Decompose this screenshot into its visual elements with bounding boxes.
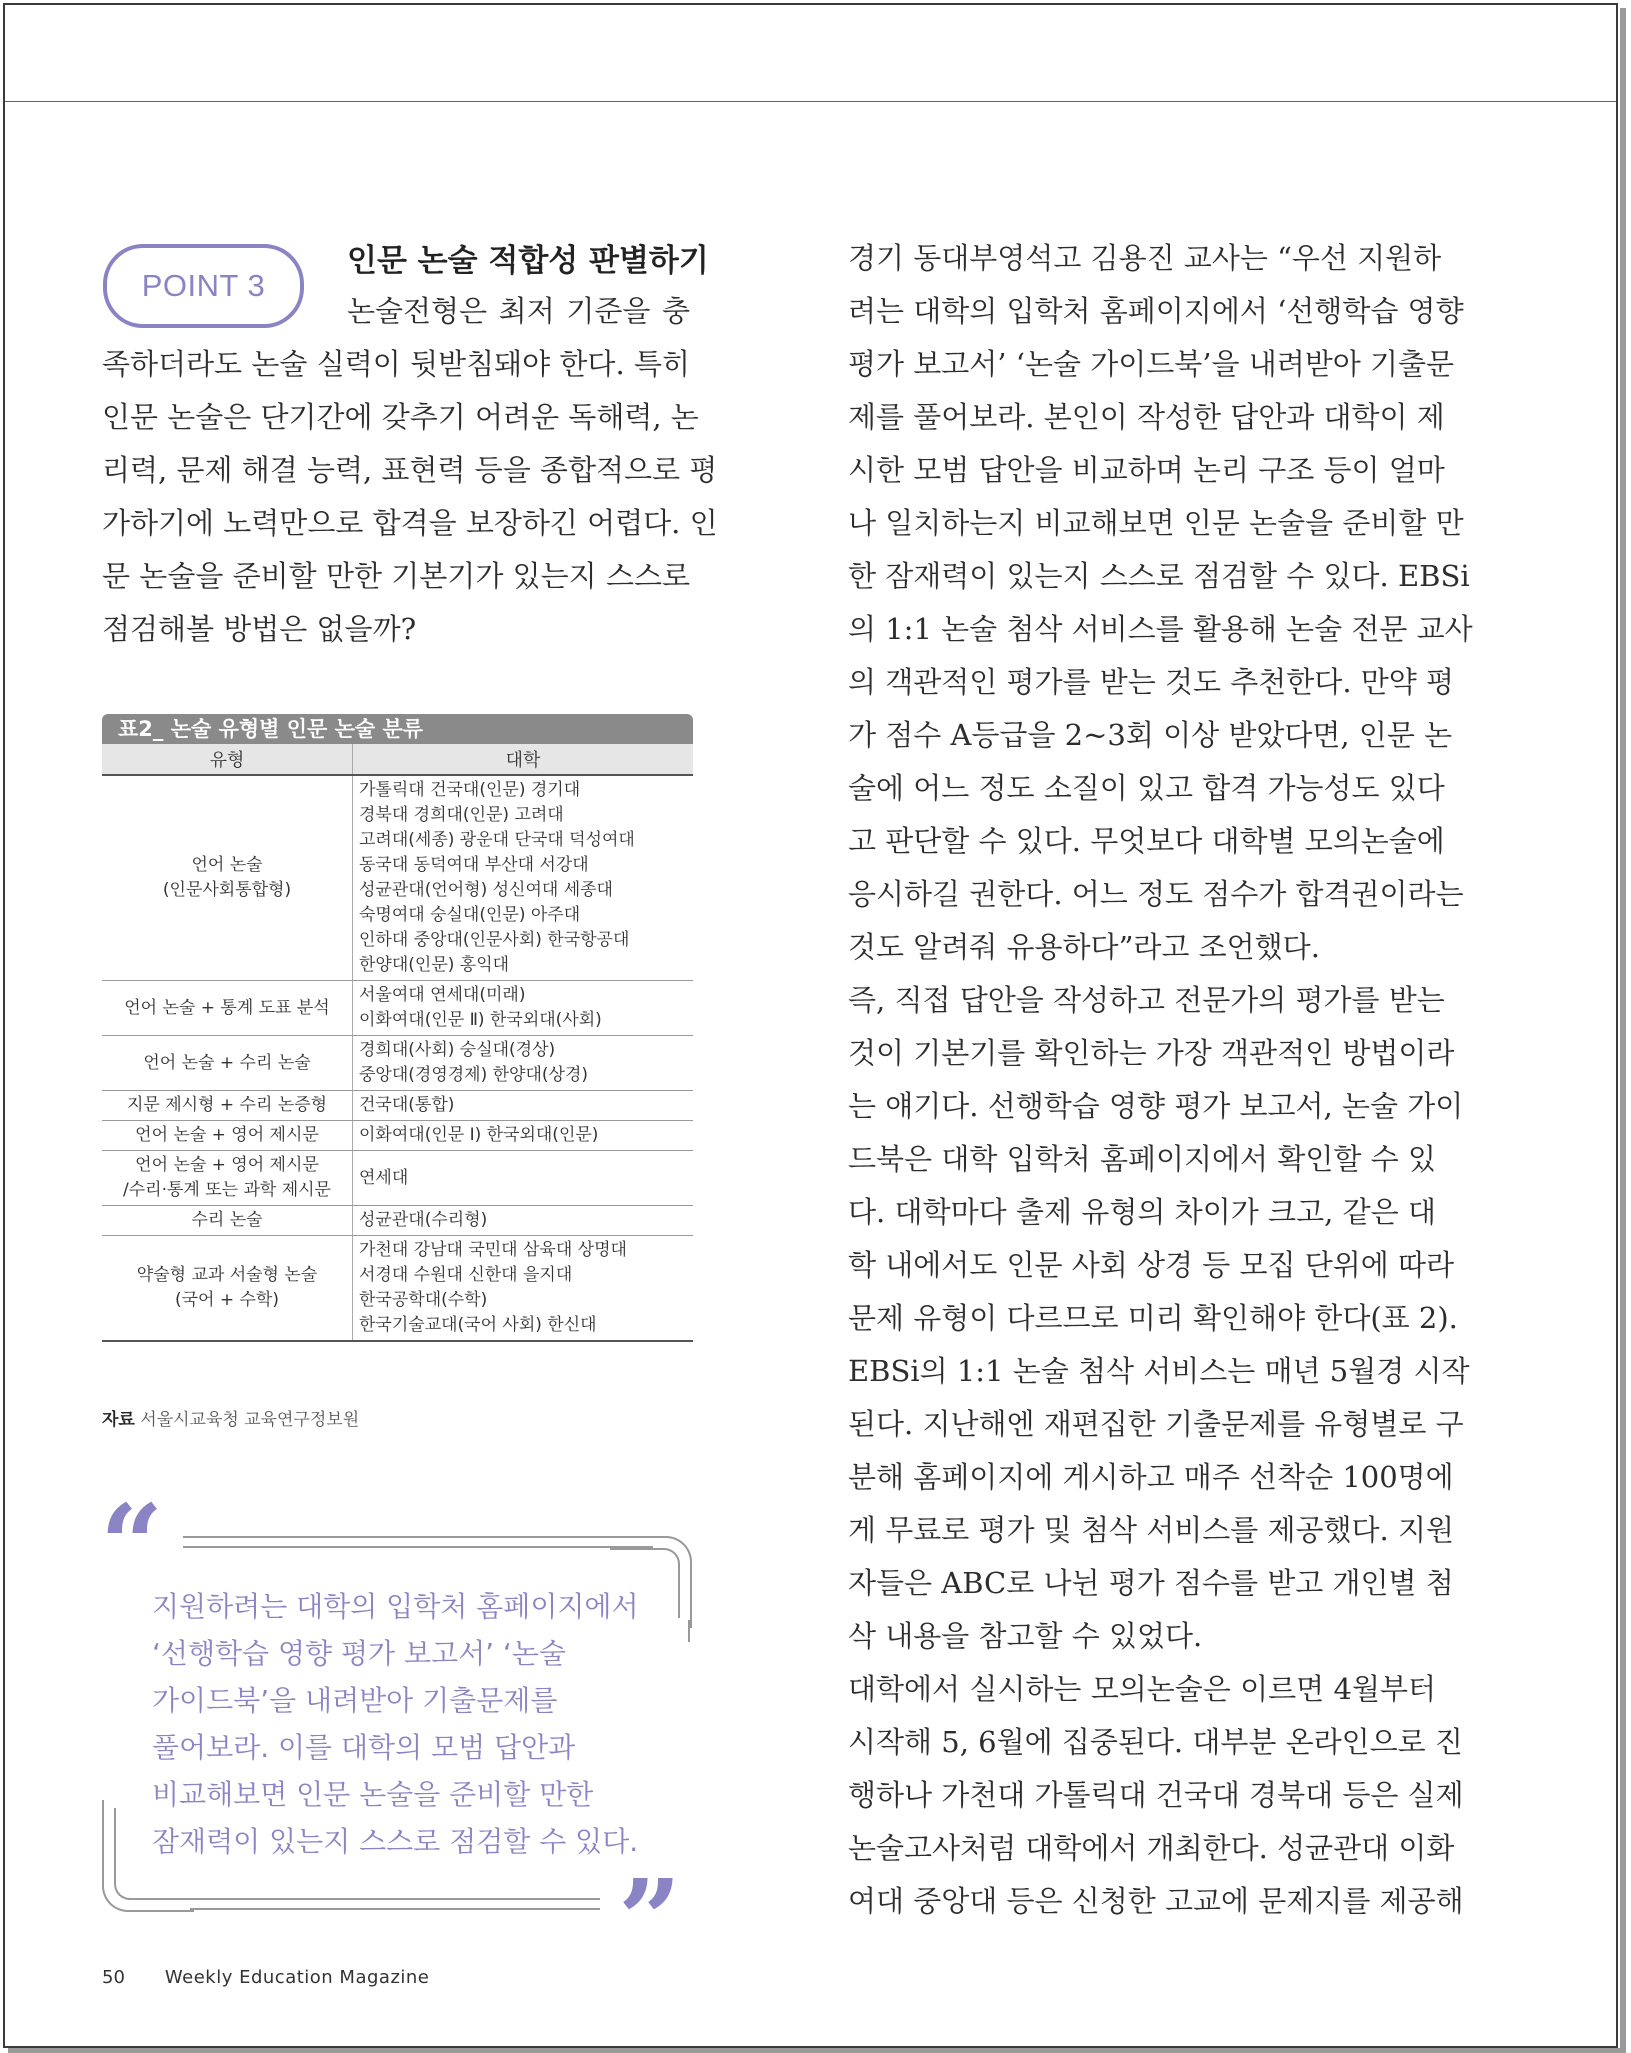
cell-line: 성균관대(수리형) [359, 1210, 488, 1230]
text-line: 것이 기본기를 확인하는 가장 객관적인 방법이라 [848, 1036, 1455, 1070]
text-line: 가 점수 A등급을 2~3회 이상 받았다면, 인문 논 [848, 718, 1453, 752]
text-line: 논술고사처럼 대학에서 개최한다. 성균관대 이화 [848, 1831, 1455, 1865]
table-title: 표2_ 논술 유형별 인문 논술 분류 [118, 717, 424, 741]
page-shadow-right [1620, 8, 1626, 2051]
page-shadow-bottom [8, 2048, 1626, 2053]
source-text: 서울시교육청 교육연구정보원 [140, 1410, 360, 1430]
cell-universities [353, 1091, 694, 1121]
page-footer [102, 1967, 429, 1988]
classification-table [102, 744, 693, 1342]
cell-line: 가천대 강남대 국민대 삼육대 상명대 [359, 1240, 627, 1260]
quote-border-bottom [190, 1898, 600, 1910]
text-line: 다. 대학마다 출제 유형의 차이가 크고, 같은 대 [848, 1195, 1436, 1229]
table-row [102, 775, 693, 981]
cell-line: 언어 논술 + 통계 도표 분석 [124, 997, 330, 1018]
text-line: 점검해볼 방법은 없을까? [102, 612, 417, 646]
cell-line: 언어 논술 + 수리 논술 [143, 1052, 311, 1073]
cell-line: 성균관대(언어형) 성신여대 세종대 [359, 880, 613, 900]
cell-line: 언어 논술 + 영어 제시문 [135, 1125, 319, 1145]
cell-line: 언어 논술 [191, 855, 263, 875]
cell-line: 서경대 수원대 신한대 을지대 [359, 1265, 573, 1285]
table-row [102, 1206, 693, 1236]
cell-universities [353, 775, 694, 981]
text-line: 논술전형은 최저 기준을 충 [347, 294, 690, 328]
text-line: 한 잠재력이 있는지 스스로 점검할 수 있다. EBSi [848, 559, 1470, 593]
text-line: 비교해보면 인문 논술을 준비할 만한 [152, 1778, 594, 1811]
text-line: 학 내에서도 인문 사회 상경 등 모집 단위에 따라 [848, 1248, 1455, 1282]
cell-line: (인문사회통합형) [162, 880, 292, 900]
text-line: 여대 중앙대 등은 신청한 고교에 문제지를 제공해 [848, 1884, 1464, 1918]
cell-line: 숙명여대 숭실대(인문) 아주대 [359, 905, 581, 925]
text-line: 시한 모범 답안을 비교하며 논리 구조 등이 얼마 [848, 453, 1445, 487]
text-line: 삭 내용을 참고할 수 있었다. [848, 1619, 1203, 1653]
cell-line: 경북대 경희대(인문) 고려대 [359, 805, 564, 825]
cell-line: 동국대 동덕여대 부산대 서강대 [359, 855, 589, 875]
quote-close-icon: ” [618, 1855, 682, 1984]
point-badge: POINT 3 [103, 244, 304, 328]
cell-type [102, 1236, 353, 1342]
cell-type [102, 1206, 353, 1236]
cell-type [102, 1036, 353, 1091]
text-line: 즉, 직접 답안을 작성하고 전문가의 평가를 받는 [848, 983, 1445, 1017]
text-line: 게 무료로 평가 및 첨삭 서비스를 제공했다. 지원 [848, 1513, 1455, 1547]
table-row [102, 1236, 693, 1342]
cell-line: 한국공학대(수학) [359, 1290, 488, 1310]
text-line: 제를 풀어보라. 본인이 작성한 답안과 대학이 제 [848, 400, 1445, 434]
cell-line: 중앙대(경영경제) 한양대(상경) [359, 1065, 588, 1085]
text-line: 인문 논술은 단기간에 갖추기 어려운 독해력, 논 [102, 400, 699, 434]
cell-line: 한양대(인문) 홍익대 [359, 955, 510, 975]
table-row [102, 1036, 693, 1091]
cell-type [102, 1121, 353, 1151]
text-line: 지원하려는 대학의 입학처 홈페이지에서 [152, 1590, 639, 1623]
table-row [102, 981, 693, 1036]
cell-type [102, 1091, 353, 1121]
table-row [102, 1091, 693, 1121]
table-header-row [102, 744, 693, 775]
cell-line: (국어 + 수학) [174, 1290, 279, 1310]
text-line: 분해 홈페이지에 게시하고 매주 선착순 100명에 [848, 1460, 1454, 1494]
text-line: 의 1:1 논술 첨삭 서비스를 활용해 논술 전문 교사 [848, 612, 1473, 646]
text-line: 리력, 문제 해결 능력, 표현력 등을 종합적으로 평 [102, 453, 718, 487]
text-line: 경기 동대부영석고 김용진 교사는 “우선 지원하 [848, 241, 1442, 275]
table-row [102, 1151, 693, 1206]
text-line: 응시하길 권한다. 어느 정도 점수가 합격권이라는 [848, 877, 1464, 911]
cell-line: 약술형 교과 서술형 논술 [136, 1265, 318, 1285]
text-line: 평가 보고서’ ‘논술 가이드북’을 내려받아 기출문 [848, 347, 1455, 381]
text-line: 잠재력이 있는지 스스로 점검할 수 있다. [152, 1825, 639, 1858]
text-line: 려는 대학의 입학처 홈페이지에서 ‘선행학습 영향 [848, 294, 1464, 328]
text-line: 대학에서 실시하는 모의논술은 이르면 4월부터 [848, 1672, 1436, 1706]
section-heading: 인문 논술 적합성 판별하기 [347, 243, 709, 279]
cell-line: 고려대(세종) 광운대 단국대 덕성여대 [359, 830, 635, 850]
cell-type [102, 775, 353, 981]
cell-line: 언어 논술 + 영어 제시문 [135, 1155, 319, 1175]
quote-border-right [688, 1620, 690, 1642]
cell-line: 수리 논술 [191, 1210, 263, 1230]
text-line: 문제 유형이 다르므로 미리 확인해야 한다(표 2). [848, 1301, 1458, 1335]
cell-line: 서울여대 연세대(미래) [359, 985, 526, 1005]
quote-open-icon: “ [100, 1480, 164, 1609]
cell-universities [353, 1151, 694, 1206]
cell-universities [353, 1036, 694, 1091]
text-line: 는 얘기다. 선행학습 영향 평가 보고서, 논술 가이 [848, 1089, 1464, 1123]
table-header-type: 유형 [102, 744, 353, 775]
cell-line: 지문 제시형 + 수리 논증형 [126, 1095, 328, 1115]
text-line: 술에 어느 정도 소질이 있고 합격 가능성도 있다 [848, 771, 1445, 805]
cell-universities [353, 1236, 694, 1342]
text-line: 고 판단할 수 있다. 무엇보다 대학별 모의논술에 [848, 824, 1445, 858]
text-line: 의 객관적인 평가를 받는 것도 추천한다. 만약 평 [848, 665, 1455, 699]
page-number: 50 [102, 1967, 125, 1988]
text-line: EBSi의 1:1 논술 첨삭 서비스는 매년 5월경 시작 [848, 1354, 1470, 1388]
cell-type [102, 981, 353, 1036]
text-line: 가하기에 노력만으로 합격을 보장하긴 어렵다. 인 [102, 506, 718, 540]
text-line: 시작해 5, 6월에 집중된다. 대부분 온라인으로 진 [848, 1725, 1463, 1759]
cell-universities [353, 1206, 694, 1236]
quote-border-top [183, 1536, 653, 1548]
text-line: 나 일치하는지 비교해보면 인문 논술을 준비할 만 [848, 506, 1464, 540]
right-column-text [848, 232, 1473, 1928]
text-line: ‘선행학습 영향 평가 보고서’ ‘논술 [152, 1637, 566, 1670]
left-paragraph-intro [347, 285, 690, 338]
text-line: 가이드북’을 내려받아 기출문제를 [152, 1684, 558, 1717]
text-line: 족하더라도 논술 실력이 뒷받침돼야 한다. 특히 [102, 347, 690, 381]
table-row [102, 1121, 693, 1151]
table-header-univ: 대학 [353, 744, 694, 775]
text-line: 것도 알려줘 유용하다”라고 조언했다. [848, 930, 1320, 964]
table-source [102, 1405, 359, 1430]
text-line: 풀어보라. 이를 대학의 모범 답안과 [152, 1731, 576, 1764]
cell-line: /수리·통계 또는 과학 제시문 [123, 1180, 331, 1200]
cell-line: 경희대(사회) 숭실대(경상) [359, 1040, 556, 1060]
source-label: 자료 [102, 1410, 135, 1430]
cell-universities [353, 981, 694, 1036]
magazine-name: Weekly Education Magazine [164, 1967, 430, 1988]
cell-line: 한국기술교대(국어 사회) 한신대 [359, 1315, 597, 1335]
cell-line: 인하대 중앙대(인문사회) 한국항공대 [359, 930, 630, 950]
left-paragraph [102, 338, 718, 656]
cell-universities [353, 1121, 694, 1151]
cell-line: 건국대(통합) [359, 1095, 455, 1115]
cell-line: 이화여대(인문 Ⅰ) 한국외대(인문) [359, 1125, 599, 1145]
text-line: 문 논술을 준비할 만한 기본기가 있는지 스스로 [102, 559, 690, 593]
text-line: 자들은 ABC로 나뉜 평가 점수를 받고 개인별 첨 [848, 1566, 1454, 1600]
text-line: 드북은 대학 입학처 홈페이지에서 확인할 수 있 [848, 1142, 1436, 1176]
pull-quote [152, 1583, 639, 1865]
cell-type [102, 1151, 353, 1206]
text-line: 된다. 지난해엔 재편집한 기출문제를 유형별로 구 [848, 1407, 1464, 1441]
header-rule [5, 101, 1616, 102]
cell-line: 연세대 [359, 1167, 409, 1188]
cell-line: 가톨릭대 건국대(인문) 경기대 [359, 780, 581, 800]
cell-line: 이화여대(인문 Ⅱ) 한국외대(사회) [359, 1010, 602, 1030]
text-line: 행하나 가천대 가톨릭대 건국대 경북대 등은 실제 [848, 1778, 1464, 1812]
